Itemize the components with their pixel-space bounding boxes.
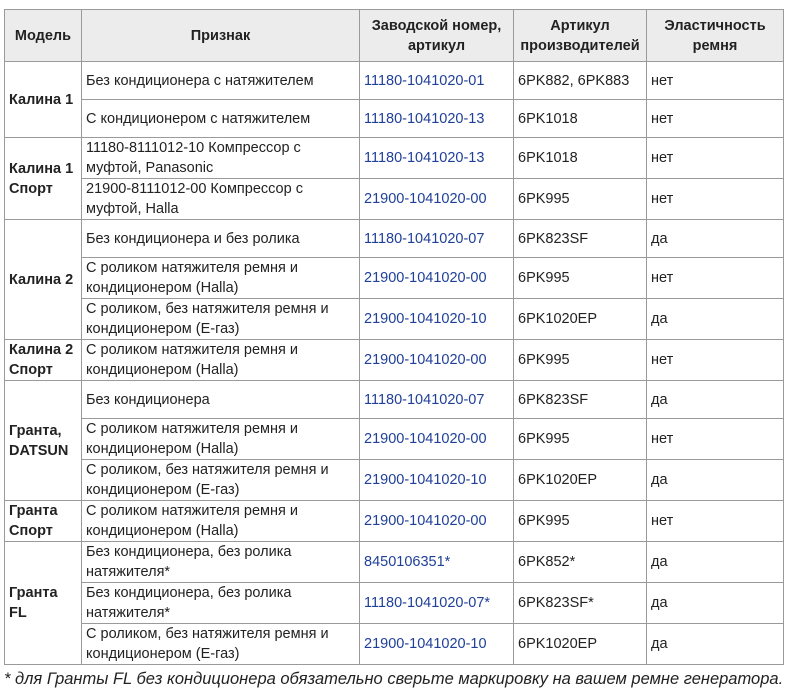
maker-code-cell: 6PK823SF* [514, 583, 647, 624]
header-maker-code: Артикул производителей [514, 10, 647, 62]
feature-cell: С роликом, без натяжителя ремня и кондиционером (E-газ) [82, 624, 360, 665]
maker-code-cell: 6PK995 [514, 258, 647, 299]
elasticity-cell: да [647, 381, 784, 419]
header-row [5, 10, 784, 62]
factory-code-cell: 11180-1041020-01 [360, 62, 514, 100]
table-row [5, 460, 784, 501]
feature-cell: Без кондиционера [82, 381, 360, 419]
feature-cell: Без кондиционера и без ролика [82, 220, 360, 258]
header-model: Модель [5, 10, 82, 62]
model-cell: Гранта FL [5, 542, 82, 665]
feature-cell: 21900-8111012-00 Компрессор с муфтой, Halla [82, 179, 360, 220]
table-row [5, 419, 784, 460]
elasticity-cell: нет [647, 138, 784, 179]
table-row [5, 542, 784, 583]
maker-code-cell: 6PK1020EP [514, 624, 647, 665]
feature-cell: С роликом, без натяжителя ремня и кондиционером (E-газ) [82, 299, 360, 340]
factory-code-cell: 21900-1041020-00 [360, 340, 514, 381]
table-row [5, 299, 784, 340]
factory-code-cell: 21900-1041020-00 [360, 258, 514, 299]
header-factory-code: Заводской номер, артикул [360, 10, 514, 62]
factory-code-cell: 21900-1041020-10 [360, 460, 514, 501]
factory-code-cell: 21900-1041020-00 [360, 179, 514, 220]
maker-code-cell: 6PK1020EP [514, 460, 647, 501]
feature-cell: Без кондиционера с натяжителем [82, 62, 360, 100]
feature-cell: С роликом натяжителя ремня и кондиционером (Halla) [82, 501, 360, 542]
model-cell: Калина 1 [5, 62, 82, 138]
maker-code-cell: 6PK995 [514, 340, 647, 381]
elasticity-cell: нет [647, 62, 784, 100]
table-row [5, 501, 784, 542]
table-row [5, 220, 784, 258]
table-row [5, 179, 784, 220]
factory-code-cell: 21900-1041020-00 [360, 419, 514, 460]
factory-code-cell: 11180-1041020-07 [360, 220, 514, 258]
elasticity-cell: да [647, 542, 784, 583]
maker-code-cell: 6PK1018 [514, 100, 647, 138]
model-cell: Калина 1 Спорт [5, 138, 82, 220]
belt-table [4, 9, 784, 665]
footnote: * для Гранты FL без кондиционера обязательно сверьте маркировку на вашем ремне генератора. [4, 670, 784, 688]
elasticity-cell: нет [647, 179, 784, 220]
maker-code-cell: 6PK852* [514, 542, 647, 583]
header-feature: Признак [82, 10, 360, 62]
elasticity-cell: да [647, 460, 784, 501]
table-row [5, 624, 784, 665]
feature-cell: Без кондиционера, без ролика натяжителя* [82, 583, 360, 624]
feature-cell: Без кондиционера, без ролика натяжителя* [82, 542, 360, 583]
table-row [5, 258, 784, 299]
elasticity-cell: нет [647, 100, 784, 138]
elasticity-cell: нет [647, 258, 784, 299]
table-row [5, 100, 784, 138]
model-cell: Гранта, DATSUN [5, 381, 82, 501]
elasticity-cell: да [647, 624, 784, 665]
elasticity-cell: нет [647, 501, 784, 542]
table-row [5, 340, 784, 381]
table-row [5, 583, 784, 624]
maker-code-cell: 6PK823SF [514, 381, 647, 419]
factory-code-cell: 8450106351* [360, 542, 514, 583]
maker-code-cell: 6PK1018 [514, 138, 647, 179]
feature-cell: С роликом натяжителя ремня и кондиционером (Halla) [82, 419, 360, 460]
feature-cell: 11180-8111012-10 Компрессор с муфтой, Panasonic [82, 138, 360, 179]
factory-code-cell: 21900-1041020-10 [360, 299, 514, 340]
elasticity-cell: нет [647, 340, 784, 381]
maker-code-cell: 6PK995 [514, 419, 647, 460]
maker-code-cell: 6PK995 [514, 179, 647, 220]
feature-cell: С роликом, без натяжителя ремня и кондиционером (E-газ) [82, 460, 360, 501]
model-cell: Калина 2 Спорт [5, 340, 82, 381]
factory-code-cell: 21900-1041020-00 [360, 501, 514, 542]
factory-code-cell: 21900-1041020-10 [360, 624, 514, 665]
maker-code-cell: 6PK995 [514, 501, 647, 542]
feature-cell: С роликом натяжителя ремня и кондиционером (Halla) [82, 340, 360, 381]
elasticity-cell: да [647, 583, 784, 624]
elasticity-cell: нет [647, 419, 784, 460]
model-cell: Гранта Спорт [5, 501, 82, 542]
elasticity-cell: да [647, 220, 784, 258]
factory-code-cell: 11180-1041020-13 [360, 138, 514, 179]
maker-code-cell: 6PK882, 6PK883 [514, 62, 647, 100]
header-elasticity: Эластичность ремня [647, 10, 784, 62]
table-row [5, 62, 784, 100]
factory-code-cell: 11180-1041020-13 [360, 100, 514, 138]
model-cell: Калина 2 [5, 220, 82, 340]
feature-cell: С роликом натяжителя ремня и кондиционером (Halla) [82, 258, 360, 299]
factory-code-cell: 11180-1041020-07* [360, 583, 514, 624]
feature-cell: С кондиционером с натяжителем [82, 100, 360, 138]
factory-code-cell: 11180-1041020-07 [360, 381, 514, 419]
maker-code-cell: 6PK1020EP [514, 299, 647, 340]
maker-code-cell: 6PK823SF [514, 220, 647, 258]
table-row [5, 138, 784, 179]
table-row [5, 381, 784, 419]
elasticity-cell: да [647, 299, 784, 340]
